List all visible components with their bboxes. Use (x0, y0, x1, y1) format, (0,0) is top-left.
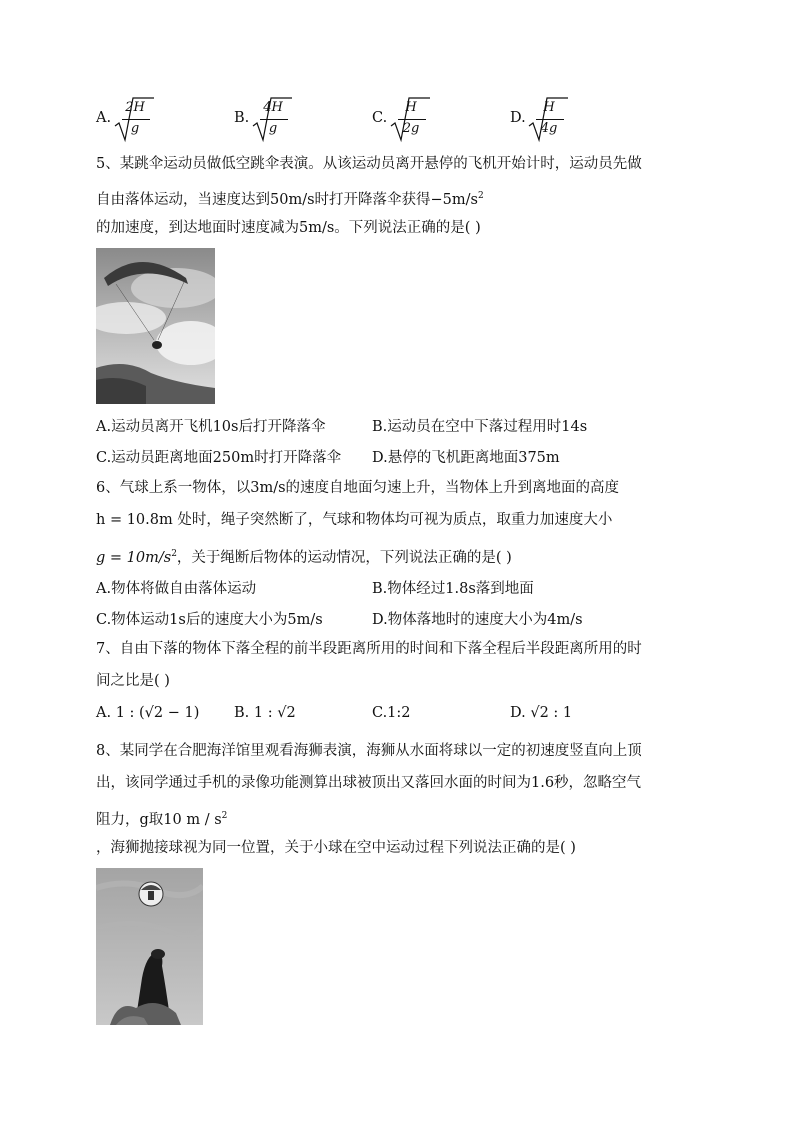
superscript: 2 (477, 191, 484, 201)
fraction-bar (398, 119, 426, 120)
q5-stem-line-1: 5、某跳伞运动员做低空跳伞表演。从该运动员离开悬停的飞机开始计时，运动员先做 (96, 156, 642, 172)
q4-option-b (234, 96, 354, 144)
q5-stem-line-3: 的加速度，到达地面时速度减为5m/s。下列说法正确的是( ) (96, 220, 481, 236)
option-label: A. (96, 110, 112, 126)
q4-option-a (96, 96, 216, 144)
q7-option-b: B. 1 : √2 (234, 705, 296, 721)
superscript: 2 (221, 811, 228, 821)
q8-stem-line-3-text: 阻力，g取10 m / s (96, 812, 222, 828)
fraction-numerator: 4H (263, 100, 283, 115)
fraction-numerator: H (543, 100, 555, 115)
q8-stem-line-3 (96, 806, 227, 830)
q7-option-c: C.1:2 (372, 705, 411, 721)
q5-stem-line-2-text: 自由落体运动，当速度达到50m/s时打开降落伞获得−5m/s (96, 192, 478, 208)
q4-option-d (510, 96, 630, 144)
q7-option-d: D. √2 : 1 (510, 705, 573, 721)
q5-option-b: B.运动员在空中下落过程用时14s (372, 419, 588, 435)
q8-stem-line-2: 出，该同学通过手机的录像功能测算出球被顶出又落回水面的时间为1.6秒，忽略空气 (96, 775, 642, 791)
q7-stem-line-2: 间之比是( ) (96, 673, 170, 689)
fraction-bar (536, 119, 564, 120)
fraction-bar (260, 119, 288, 120)
q6-stem-line-3-formula: g = 10m/s (96, 550, 172, 566)
q6-option-b: B.物体经过1.8s落到地面 (372, 581, 534, 597)
q6-option-c: C.物体运动1s后的速度大小为5m/s (96, 612, 323, 628)
q6-stem-line-1: 6、气球上系一物体，以3m/s的速度自地面匀速上升，当物体上升到离地面的高度 (96, 480, 620, 496)
option-label: D. (510, 110, 526, 126)
q5-stem-line-2 (96, 186, 484, 210)
fraction-denominator: 4g (540, 121, 558, 136)
paraglider-photo (96, 248, 215, 404)
q7-option-a: A. 1 : (√2 − 1) (96, 705, 200, 721)
fraction-denominator: g (268, 121, 278, 136)
fraction-denominator: g (130, 121, 140, 136)
q6-stem-line-3-text: ，关于绳断后物体的运动情况，下列说法正确的是( ) (176, 550, 512, 566)
q5-option-c: C.运动员距离地面250m时打开降落伞 (96, 450, 342, 466)
sea-lion-photo (96, 868, 203, 1025)
option-label: B. (234, 110, 250, 126)
superscript: 2 (171, 549, 177, 559)
fraction-bar (122, 119, 150, 120)
fraction-numerator: H (405, 100, 417, 115)
fraction-denominator: 2g (402, 121, 420, 136)
q4-option-c (372, 96, 492, 144)
q5-option-a: A.运动员离开飞机10s后打开降落伞 (96, 419, 326, 435)
q6-option-a: A.物体将做自由落体运动 (96, 581, 257, 597)
q8-stem-line-4: ，海狮抛接球视为同一位置，关于小球在空中运动过程下列说法正确的是( ) (96, 840, 576, 856)
q6-stem-line-3 (96, 544, 512, 568)
q8-stem-line-1: 8、某同学在合肥海洋馆里观看海狮表演，海狮从水面将球以一定的初速度竖直向上顶 (96, 743, 642, 759)
option-label: C. (372, 110, 388, 126)
fraction-numerator: 2H (125, 100, 145, 115)
q6-stem-line-2: h = 10.8m 处时，绳子突然断了，气球和物体均可视为质点，取重力加速度大小 (96, 512, 613, 528)
q5-option-d: D.悬停的飞机距离地面375m (372, 450, 560, 466)
q7-stem-line-1: 7、自由下落的物体下落全程的前半段距离所用的时间和下落全程后半段距离所用的时 (96, 641, 642, 657)
q6-option-d: D.物体落地时的速度大小为4m/s (372, 612, 583, 628)
